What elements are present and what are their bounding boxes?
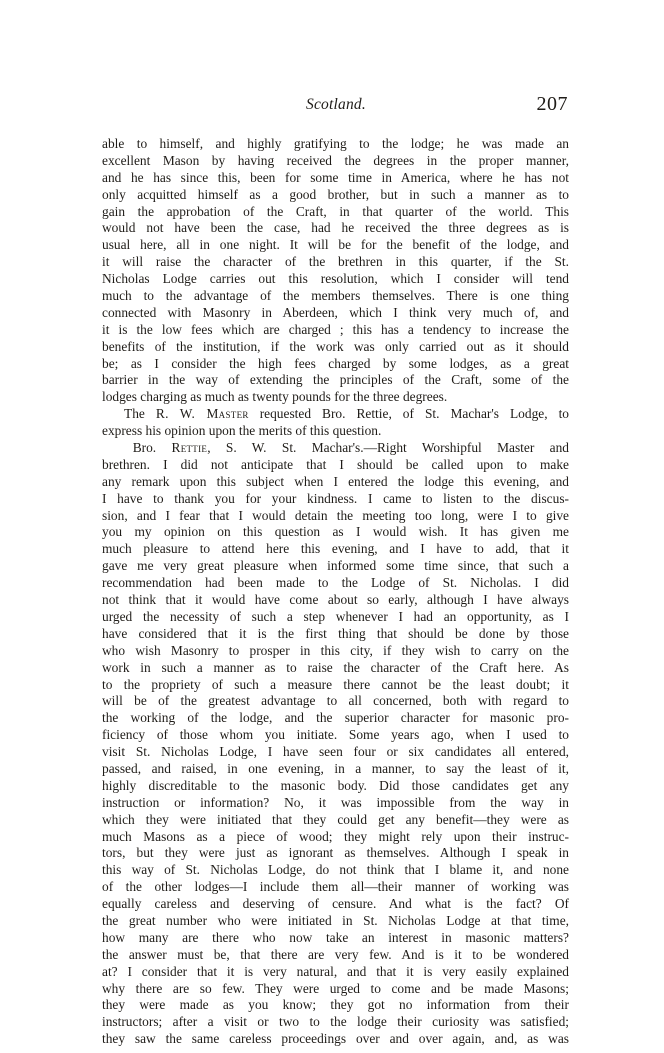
text-line: at? I consider that it is very natural, and that it is very easily explained: [102, 963, 569, 979]
line-rest: , S. W. St. Machar's.—Right Worshipful Master and: [207, 440, 569, 456]
text-line: Nicholas Lodge carries out this resolution, which I consider will tend: [102, 271, 569, 287]
text-line: the answer must be, that there are very few. And is it to be wondered: [102, 946, 569, 962]
text-line: connected with Masonry in Aberdeen, which I think very much of, and: [102, 304, 569, 320]
line-lead: Bro.: [132, 440, 157, 456]
text-line: it will raise the character of the brethren in this quarter, if the St.: [102, 254, 569, 270]
running-head-title: Scotland.: [306, 96, 366, 113]
text-line: why there are so few. They were urged to come and be made Masons;: [102, 980, 569, 996]
text-line: the working of the lodge, and the superior character for masonic pro-: [102, 710, 569, 726]
text-line: how many are there who now take an interest in masonic matters?: [102, 929, 569, 945]
text-line: not think that it would have come about so early, although I have always: [102, 592, 569, 608]
text-line: ficiency of those whom you initiate. Some years ago, when I used to: [102, 727, 569, 743]
text-line: and he has since this, been for some time in America, where he has not: [102, 169, 569, 185]
text-line: instruction or information? No, it was impossible from the way in: [102, 794, 569, 810]
text-line: [102, 406, 569, 423]
text-line: instructors; after a visit or two to the lodge their curiosity was satisfied;: [102, 1014, 569, 1030]
line-lead: The: [124, 406, 145, 422]
text-line: which they were initiated that they could get any benefit—they were as: [102, 811, 569, 827]
text-line: excellent Mason by having received the degrees in the proper manner,: [102, 152, 569, 168]
text-line: tors, but they were just as ignorant as themselves. Although I speak in: [102, 845, 569, 861]
text-line: highly discreditable to the masonic body. Did those candidates get any: [102, 777, 569, 793]
text-line: much pleasure to attend here this evening, and I have to add, that it: [102, 541, 569, 557]
page-number: 207: [536, 93, 568, 115]
text-line: gain the approbation of the Craft, in that quarter of the world. This: [102, 203, 569, 219]
text-line: brethren. I did not anticipate that I should be called upon to make: [102, 456, 569, 472]
body-text: [102, 136, 569, 1048]
text-line: to the propriety of such a measure there cannot be the least doubt; it: [102, 676, 569, 692]
text-line: usual here, all in one night. It will be for the benefit of the lodge, and: [102, 237, 569, 253]
text-line: benefits of the institution, if the work was only carried out as it should: [102, 338, 569, 354]
text-line: who wish Masonry to prosper in this city, if they wish to carry on the: [102, 642, 569, 658]
text-line: I have to thank you for your kindness. I came to listen to the discus-: [102, 490, 569, 506]
text-line: it is the low fees which are charged ; this has a tendency to increase the: [102, 321, 569, 337]
text-line: able to himself, and highly gratifying to the lodge; he was made an: [102, 136, 569, 151]
text-line: urged the necessity of such a step whenever I had an opportunity, as I: [102, 608, 569, 624]
text-line: they saw the same careless proceedings over and over again, and, as was: [102, 1031, 569, 1047]
text-line: the great number who were initiated in St. Nicholas Lodge at that time,: [102, 912, 569, 928]
text-line: barrier in the way of extending the principles of the Craft, some of the: [102, 372, 569, 388]
text-line: this way of St. Nicholas Lodge, do not think that I blame it, and none: [102, 862, 569, 878]
text-line: lodges charging as much as twenty pounds for the three degrees.: [102, 389, 448, 405]
text-line: much to the advantage of the members themselves. There is one thing: [102, 288, 569, 304]
text-line: have considered that it is the first thing that should be done by those: [102, 625, 569, 641]
text-line: work in such a manner as to raise the character of the Craft here. As: [102, 659, 569, 675]
text-line: of the other lodges—I include them all—their manner of working was: [102, 879, 569, 895]
speaker-name: Rettie: [171, 440, 208, 456]
running-head: [102, 93, 570, 122]
text-line: gave me very great pleasure when informed some time since, that such a: [102, 558, 569, 574]
text-line: much Masons as a piece of wood; they might rely upon their instruc-: [102, 828, 569, 844]
text-line: recommendation had been made to the Lodge of St. Nicholas. I did: [102, 575, 569, 591]
text-line: passed, and raised, in one evening, in a manner, to say the least of it,: [102, 760, 569, 776]
line-rest: requested Bro. Rettie, of St. Machar's Lodge, to: [259, 406, 569, 422]
text-line: any remark upon this subject when I entered the lodge this evening, and: [102, 473, 569, 489]
text-line: sion, and I fear that I would detain the meeting too long, were I to give: [102, 507, 569, 523]
text-line: they were made as you know; they got no information from their: [102, 997, 569, 1013]
speaker-name: R. W. Master: [155, 406, 249, 422]
text-line: you my opinion on this question as I would wish. It has given me: [102, 524, 569, 540]
text-line: express his opinion upon the merits of this question.: [102, 423, 382, 439]
text-line: [102, 440, 569, 457]
text-line: equally careless and deserving of censure. And what is the fact? Of: [102, 896, 569, 912]
text-line: visit St. Nicholas Lodge, I have seen four or six candidates all entered,: [102, 744, 569, 760]
text-line: will be of the greatest advantage to all concerned, both with regard to: [102, 693, 569, 709]
text-line: be; as I consider the high fees charged by some lodges, as a great: [102, 355, 569, 371]
text-line: would not have been the case, had he received the three degrees as is: [102, 220, 569, 236]
text-line: only acquitted himself as a good brother, but in such a manner as to: [102, 186, 569, 202]
